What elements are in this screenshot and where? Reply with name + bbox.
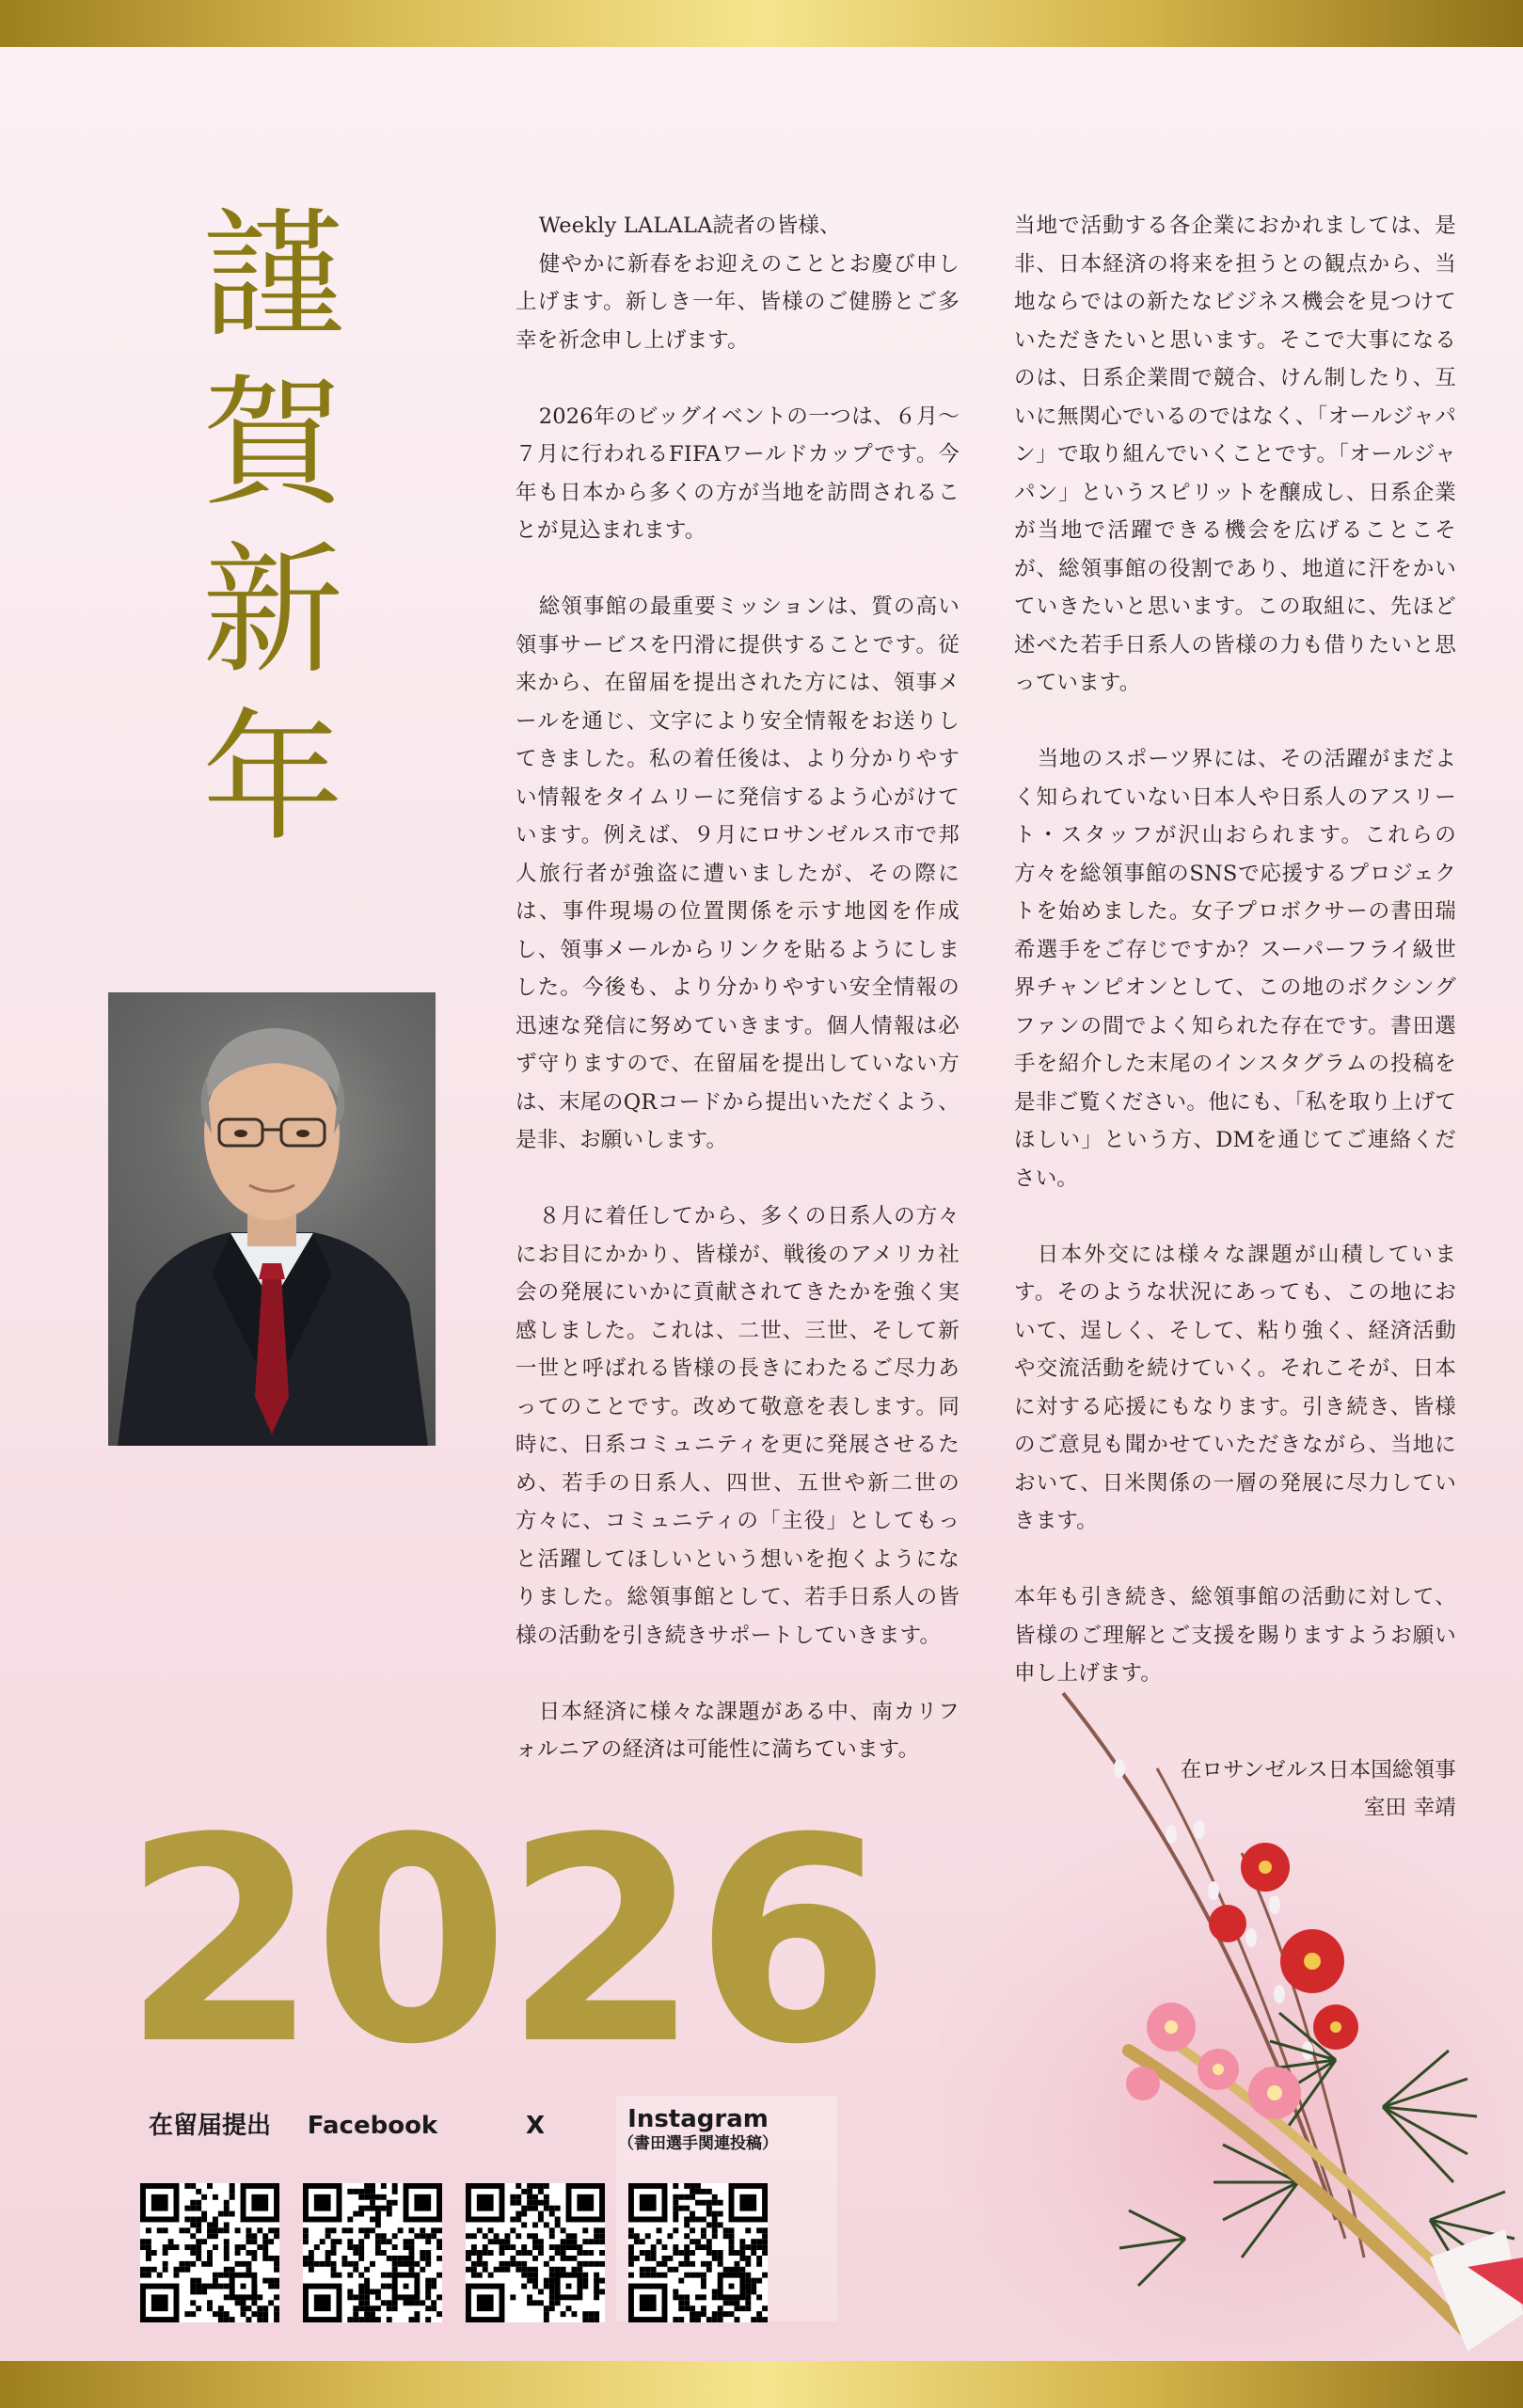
letter-paragraph: 日本外交には様々な課題が山積しています。そのような状況にあっても、この地において、逞しく、そして、粘り強く、経済活動や交流活動を続けていく。それこそが、日本に対する応援にもなります。引き続き、皆様のご意見も聞かせていただきながら、当地において、日米関係の一層の発展に尽力していきます。 <box>1014 1242 1456 1533</box>
qr-residence-registration[interactable] <box>120 2112 299 2322</box>
letter-column-1 <box>516 207 960 1807</box>
title-char: 新 <box>201 530 343 693</box>
qr-label: Facebook <box>307 2112 438 2140</box>
qr-code[interactable] <box>466 2183 605 2322</box>
qr-label: 在留届提出 <box>148 2112 271 2140</box>
letter-paragraph: 健やかに新春をお迎えのこととお慶び申し上げます。新しき一年、皆様のご健勝とご多幸を祈念申し上げます。 <box>516 251 960 353</box>
title-char: 賀 <box>201 362 343 526</box>
title-char: 謹 <box>201 195 343 358</box>
letter-paragraph: 本年も引き続き、総領事館の活動に対して、皆様のご理解とご支援を賜りますようお願い申し上げます。 <box>1014 1585 1456 1686</box>
letter-column-2 <box>1014 207 1456 1827</box>
letter-paragraph: 2026年のビッグイベントの一つは、６月～７月に行われるFIFAワールドカップです。今年も日本から多くの方が当地を訪問されることが見込まれます。 <box>516 404 960 543</box>
year-display: 2026 <box>122 1778 885 2106</box>
qr-code[interactable] <box>628 2183 768 2322</box>
qr-label: X <box>525 2112 546 2140</box>
qr-label: Instagram （書田選手関連投稿） <box>609 2105 787 2167</box>
letter-paragraph: 日本経済に様々な課題がある中、南カリフォルニアの経済は可能性に満ちています。 <box>516 1699 960 1762</box>
letter-paragraph: 当地のスポーツ界には、その活躍がまだよく知られていない日本人や日系人のアスリート・スタッフが沢山おられます。これらの方々を総領事館のSNSで応援するプロジェクトを始めました。女子プロボクサーの書田瑞希選手をご存じですか？スーパーフライ級世界チャンピオンとして、この地のボクシングファンの間でよく知られた存在です。書田選手を紹介した末尾のインスタグラムの投稿を是非ご覧ください。他にも、「私を取り上げてほしい」という方、DMを通じてご連絡ください。 <box>1014 747 1456 1191</box>
title-char: 年 <box>201 697 343 861</box>
letter-paragraph: ８月に着任してから、多くの日系人の方々にお目にかかり、皆様が、戦後のアメリカ社会の発展にいかに貢献されてきたかを強く実感しました。これは、二世、三世、そして新一世と呼ばれる皆様の長きにわたるご尽力あってのことです。改めて敬意を表します。同時に、日系コミュニティを更に発展させるため、若手の日系人、四世、五世や新二世の方々に、コミュニティの「主役」としてもっと活躍してほしいという想いを抱くようになりました。総領事館として、若手日系人の皆様の活動を引き続きサポートしていきます。 <box>516 1204 960 1648</box>
bottom-gold-border <box>0 2361 1523 2408</box>
letter-paragraph: 当地で活動する各企業におかれましては、是非、日本経済の将来を担うとの観点から、当地ならではの新たなビジネス機会を見つけていただきたいと思います。そこで大事になるのは、日系企業間で競合、けん制したり、互いに無関心でいるのではなく、「オールジャパン」で取り組んでいくことです。「オールジャパン」というスピリットを醸成し、日系企業が当地で活躍できる機会を広げることこそが、総領事館の役割であり、地道に汗をかいていきたいと思います。この取組に、先ほど述べた若手日系人の皆様の力も借りたいと思っています。 <box>1014 214 1456 695</box>
letter-paragraph: Weekly LALALA読者の皆様、 <box>538 214 841 238</box>
signature-title: 在ロサンゼルス日本国総領事 <box>1180 1757 1456 1782</box>
letter-paragraph: 総領事館の最重要ミッションは、質の高い領事サービスを円滑に提供することです。従来から、在留届を提出された方には、領事メールを通じ、文字により安全情報をお送りしてきました。私の着任後は、より分かりやすい情報をタイムリーに発信するよう心がけています。例えば、９月にロサンゼルス市で邦人旅行者が強盗に遭いましたが、その際には、事件現場の位置関係を示す地図を作成し、領事メールからリンクを貼るようにしました。今後も、より分かりやすい安全情報の迅速な発信に努めていきます。個人情報は必ず守りますので、在留届を提出していない方は、末尾のQRコードから提出いただくよう、是非、お願いします。 <box>516 594 960 1152</box>
greeting-title <box>188 193 357 863</box>
qr-x[interactable] <box>446 2112 625 2322</box>
new-year-flower-decoration <box>941 1656 1523 2365</box>
qr-facebook[interactable] <box>283 2112 462 2322</box>
qr-instagram[interactable] <box>609 2105 787 2322</box>
qr-code[interactable] <box>140 2183 279 2322</box>
qr-code[interactable] <box>303 2183 442 2322</box>
consul-general-portrait <box>108 992 436 1446</box>
signature-name: 室田 幸靖 <box>1363 1795 1456 1820</box>
qr-sublabel: （書田選手関連投稿） <box>618 2134 778 2153</box>
top-gold-border <box>0 0 1523 47</box>
